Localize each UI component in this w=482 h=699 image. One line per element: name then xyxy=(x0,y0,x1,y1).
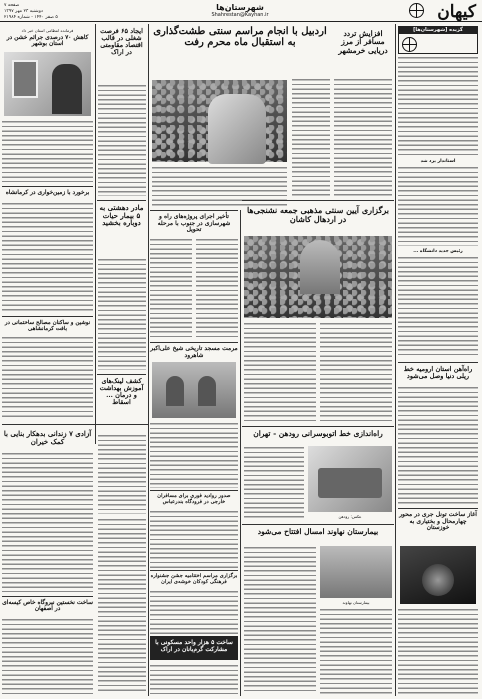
mosque-photo xyxy=(152,362,236,418)
materials-headline: نوشین و ساکنان مصالح ساختمانی در بافت کرمانشاهی xyxy=(4,320,91,333)
divider xyxy=(2,316,93,317)
divider xyxy=(97,374,146,375)
article-text xyxy=(150,510,238,568)
divider xyxy=(398,508,478,509)
briefs-box xyxy=(398,26,478,54)
shrine-dome-photo xyxy=(300,240,340,294)
kashan-headline: برگزاری آیین سنتی مذهبی جمعه نشنجی‌ها در اردهال کاشان xyxy=(246,205,390,224)
article-text xyxy=(244,322,316,422)
column-rule xyxy=(148,24,149,696)
photo-caption: عکس: رودهن xyxy=(338,514,362,519)
kicker: فرمانده انتظامی استان خبر داد xyxy=(21,28,74,33)
article-text xyxy=(2,202,93,312)
article-text xyxy=(2,120,93,182)
divider xyxy=(97,200,146,201)
mosque-headline: مرمت مسجد تاریخی شیخ علی‌اکبر شاهرود xyxy=(150,345,238,359)
railway-headline: راه‌آهن استان ارومیه خط ریلی دنیا وصل می‌شود xyxy=(403,365,473,381)
health-headline: کشف لینک‌های آموزش بهداشت و درمان ... اسقاط xyxy=(99,377,144,407)
divider xyxy=(2,596,93,597)
article-text xyxy=(150,422,238,488)
article-text xyxy=(2,618,93,694)
bus-shape xyxy=(318,468,382,498)
section-email: Shahrestan@Kayhan.ir xyxy=(211,12,269,18)
page-number: صفحه ۷ xyxy=(4,3,20,8)
article-text xyxy=(150,664,238,694)
commander-photo xyxy=(4,52,91,116)
main-article-text xyxy=(152,166,287,208)
column-rule xyxy=(395,24,396,696)
divider xyxy=(2,186,93,187)
divider xyxy=(150,490,238,491)
projects-headline: تأخیر اجرای پروژه‌های راه و شهرسازی در جنوب با مرحله تحویل xyxy=(157,213,231,234)
power-plant-headline: ساخت نخستین نیروگاه خاص کیسه‌ای در اصفهان xyxy=(2,600,93,613)
divider xyxy=(150,210,238,211)
article-text xyxy=(2,336,93,420)
arak-jobs-headline: ایجاد ۶۵ فرصت شغلی در قالب اقتصاد مقاومتی در اراک xyxy=(100,27,143,57)
bushehr-headline: کاهش ۷۰ درصدی جرائم خشن در استان بوشهر xyxy=(6,35,89,48)
main-headline: اردبیل با انجام مراسم سنتی طشت‌گذاری به استقبال ماه محرم رفت xyxy=(153,26,327,48)
article-text xyxy=(398,386,478,504)
article-text xyxy=(98,434,146,514)
briefs-box-title: گزیده [شهرستان‌ها] xyxy=(399,27,477,34)
hospital-photo xyxy=(320,546,392,598)
officer-figure xyxy=(52,64,82,114)
khorramshahr-headline: افزایش تردد مسافر از مرز دریایی خرمشهر xyxy=(338,29,388,55)
article-text xyxy=(334,78,392,196)
globe-icon xyxy=(409,3,424,18)
arch-shape xyxy=(166,376,184,406)
portrait-frame xyxy=(12,60,38,98)
divider xyxy=(242,524,394,525)
column-rule xyxy=(95,24,96,444)
article-text xyxy=(320,608,392,694)
divider xyxy=(150,570,238,571)
ritual-basin-photo xyxy=(208,94,266,164)
divider xyxy=(2,424,148,425)
festival-headline: برگزاری مراسم اختتامیه جشن جشنواره فرهنگی کودکان خوشه‌ی ایران xyxy=(150,573,238,585)
brief-headline: رئیس جدید دانشگاه ... xyxy=(413,249,463,254)
article-text xyxy=(98,518,146,694)
article-text xyxy=(244,446,304,518)
tunnel-photo xyxy=(400,546,476,604)
land-grab-headline: برخورد با زمین‌خواری در کرمانشاه xyxy=(5,190,90,196)
article-text xyxy=(150,238,192,338)
organ-donation-headline: مادر دهشتی به ۵ بیمار حیات دوباره بخشید xyxy=(99,203,144,228)
article-text xyxy=(98,84,146,196)
newspaper-logo: کیهان xyxy=(437,2,476,22)
article-text xyxy=(2,452,93,592)
brief-text xyxy=(398,256,478,356)
section-title: شهرستان‌ها xyxy=(216,3,264,12)
photo-caption: بیمارستان نهاوند xyxy=(342,600,370,605)
brief-headline: استاندار یزد شد xyxy=(420,159,456,164)
article-text xyxy=(196,238,238,338)
date-line: دوشنبه ۲۳ مهر ۱۳۹۷ xyxy=(4,9,43,14)
tunnel-arch-shape xyxy=(422,564,454,596)
article-text xyxy=(150,590,238,634)
prisoners-headline: آزادی ۷ زندانی بدهکار بنایی با کمک خیران xyxy=(3,429,92,446)
article-text xyxy=(398,608,478,694)
page-info xyxy=(4,3,94,21)
article-text xyxy=(320,322,392,422)
divider xyxy=(242,426,394,427)
divider xyxy=(150,342,238,343)
article-text xyxy=(244,546,316,694)
roudehen-headline: راه‌اندازی خط اتوبوسرانی رودهن - تهران xyxy=(253,429,383,438)
issue-line: ۵ صفر ۱۴۴۰ - شماره ۲۱۹۸۴ xyxy=(4,15,58,20)
article-text xyxy=(292,78,330,196)
globe-icon xyxy=(402,37,417,52)
brief-text xyxy=(398,166,478,246)
article-text xyxy=(98,258,146,370)
nahavand-headline: بیمارستان نهاوند امسال افتتاح می‌شود xyxy=(257,527,379,536)
visa-headline: صدور روادید فوری برای مسافران خارجی در فرودگاه بندرعباس xyxy=(157,493,231,505)
divider xyxy=(242,200,394,201)
housing-headline: ساخت ۵ هزار واحد مسکونی با مشارکت گرم‌بانان در اراک xyxy=(150,636,238,660)
column-rule xyxy=(240,210,241,696)
divider xyxy=(398,362,478,363)
tunnel-headline: آغاز ساخت تونل جری در محور چهارمحال و بختیاری به خوزستان xyxy=(399,511,477,532)
brief-text xyxy=(398,56,478,156)
bus-photo xyxy=(308,446,392,512)
arch-shape xyxy=(198,376,216,406)
